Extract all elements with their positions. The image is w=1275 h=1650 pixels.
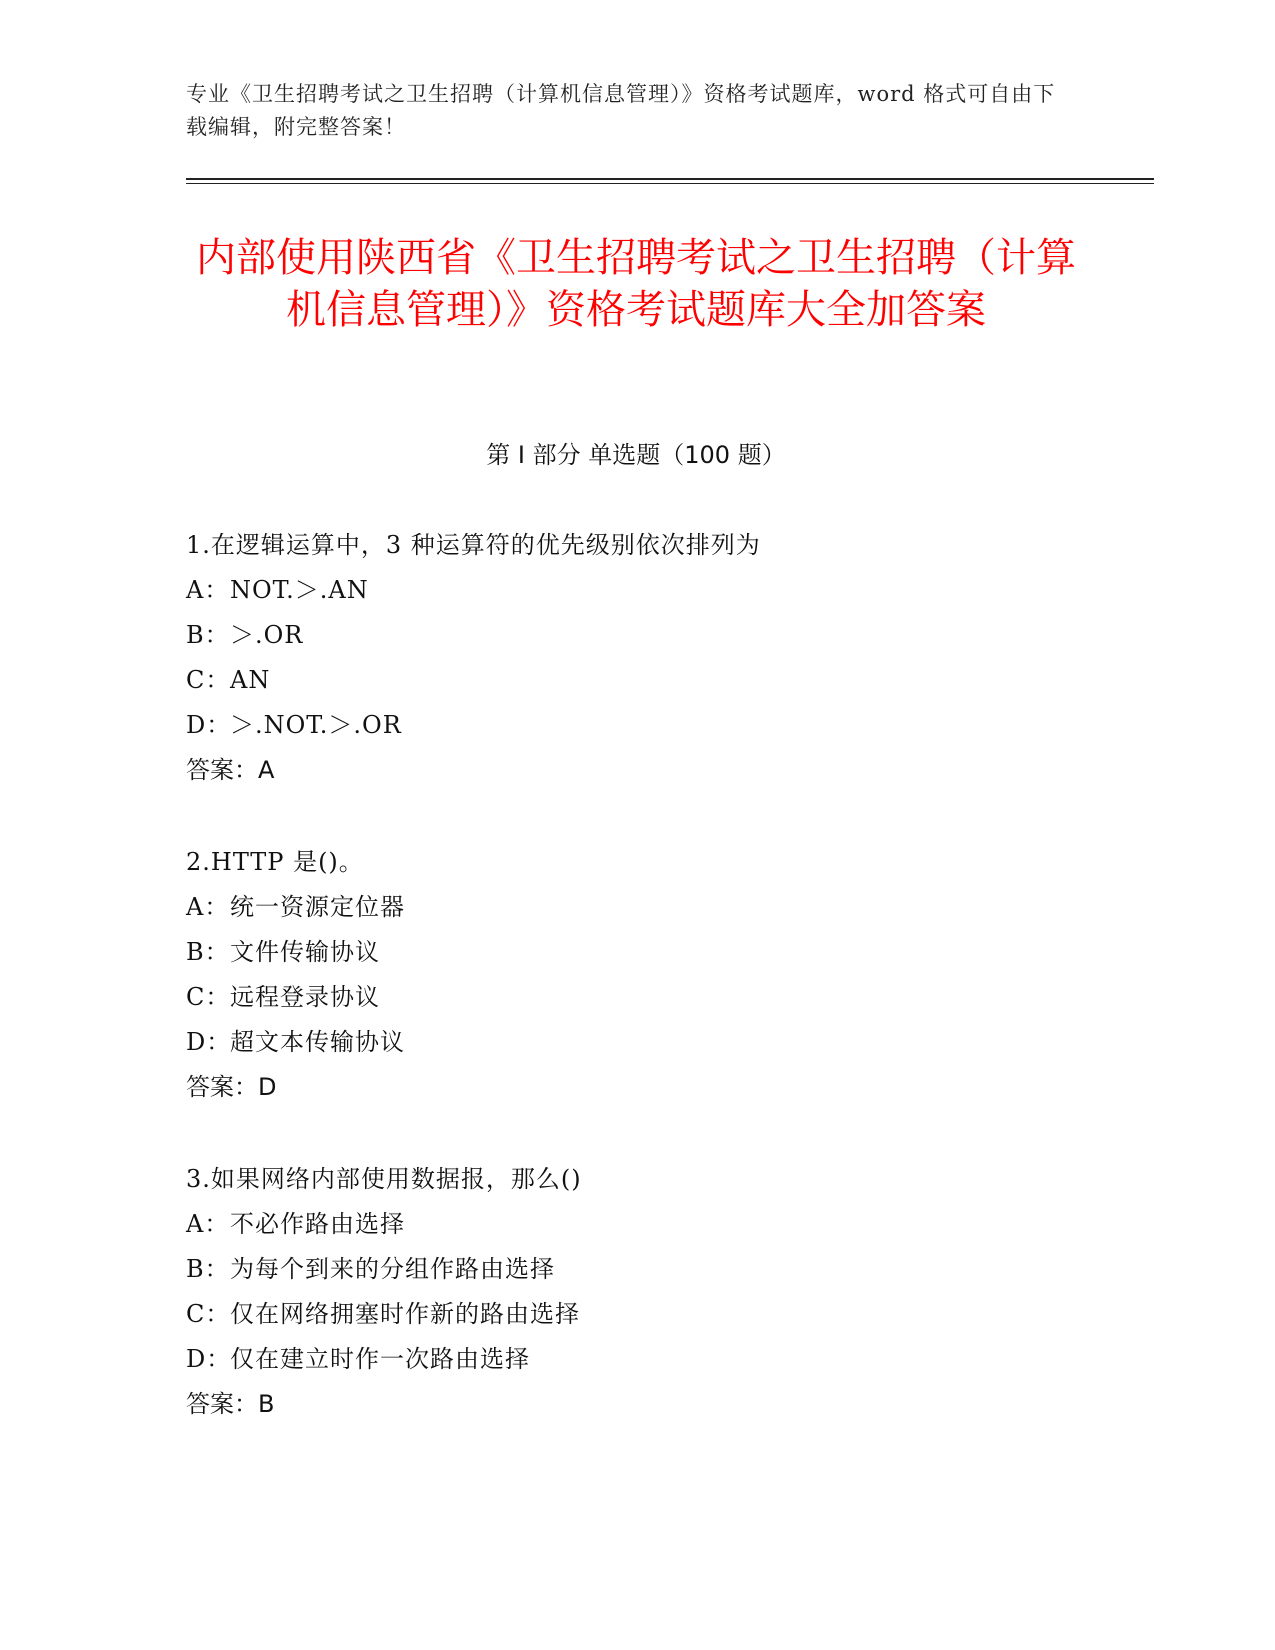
question-2	[186, 840, 1086, 1110]
option-letter: A：	[186, 576, 230, 604]
option-a	[186, 1202, 1086, 1247]
question-stem: 3.如果网络内部使用数据报，那么()	[186, 1165, 582, 1193]
option-letter: D：	[186, 711, 232, 739]
option-text: 不必作路由选择	[230, 1210, 405, 1238]
option-d	[186, 1020, 1086, 1065]
option-c	[186, 1292, 1086, 1337]
option-a	[186, 568, 1086, 613]
option-letter: C：	[186, 983, 231, 1011]
option-text: 仅在建立时作一次路由选择	[230, 1345, 530, 1373]
option-letter: A：	[186, 893, 230, 921]
option-text: 统一资源定位器	[230, 893, 405, 921]
option-letter: B：	[186, 938, 230, 966]
question-3	[186, 1157, 1086, 1427]
option-b	[186, 930, 1086, 975]
option-letter: B：	[186, 621, 230, 649]
option-text: ＞.NOT.＞.OR	[230, 711, 402, 739]
option-d	[186, 1337, 1086, 1382]
option-a	[186, 885, 1086, 930]
option-text: 文件传输协议	[230, 938, 380, 966]
option-letter: A：	[186, 1210, 230, 1238]
document-title: 内部使用陕西省《卫生招聘考试之卫生招聘（计算机信息管理）》资格考试题库大全加答案	[196, 235, 1076, 333]
option-c	[186, 975, 1086, 1020]
option-letter: C：	[186, 1300, 231, 1328]
option-text: NOT.＞.AN	[230, 576, 369, 604]
section-title: 第 I 部分 单选题（100 题）	[486, 441, 786, 469]
header-rule-thick	[186, 178, 1154, 180]
option-letter: D：	[186, 1028, 232, 1056]
question-stem: 2.HTTP 是()。	[186, 848, 364, 876]
option-letter: D：	[186, 1345, 232, 1373]
option-text: 为每个到来的分组作路由选择	[230, 1255, 555, 1283]
header-note: 专业《卫生招聘考试之卫生招聘（计算机信息管理）》资格考试题库，word 格式可自由下载编辑，附完整答案！	[186, 82, 1056, 139]
option-b	[186, 613, 1086, 658]
option-letter: C：	[186, 666, 231, 694]
answer-line: 答案：D	[186, 1073, 277, 1101]
option-letter: B：	[186, 1255, 230, 1283]
header-rule-thin	[186, 183, 1154, 184]
question-stem: 1.在逻辑运算中，3 种运算符的优先级别依次排列为	[186, 531, 761, 559]
option-text: AN	[230, 666, 271, 694]
option-d	[186, 703, 1086, 748]
option-text: 远程登录协议	[230, 983, 380, 1011]
option-text: ＞.OR	[230, 621, 304, 649]
answer-line: 答案：A	[186, 756, 275, 784]
option-text: 超文本传输协议	[230, 1028, 405, 1056]
question-1	[186, 523, 1086, 793]
option-c	[186, 658, 1086, 703]
option-b	[186, 1247, 1086, 1292]
answer-line: 答案：B	[186, 1390, 275, 1418]
option-text: 仅在网络拥塞时作新的路由选择	[230, 1300, 580, 1328]
